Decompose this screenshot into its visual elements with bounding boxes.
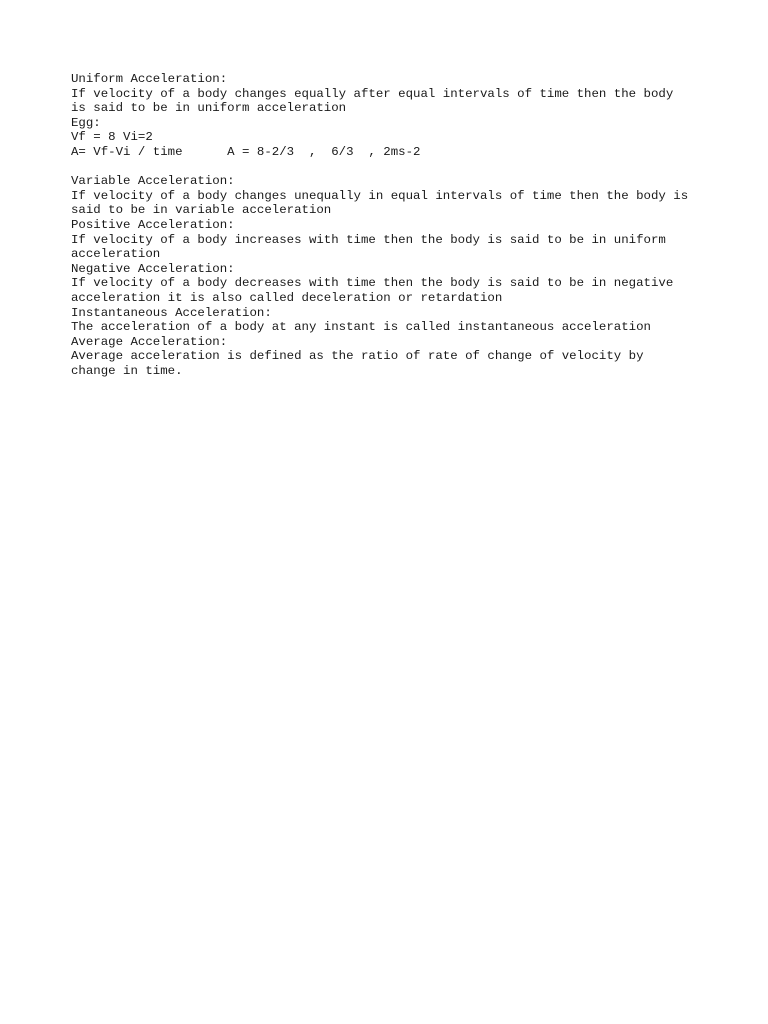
text-line: is said to be in uniform acceleration xyxy=(71,101,347,116)
heading-uniform-acceleration: Uniform Acceleration: xyxy=(71,72,228,86)
text-line: If velocity of a body decreases with time then the body is said to be in negative xyxy=(71,276,674,291)
text-line: said to be in variable acceleration xyxy=(71,203,332,218)
heading-variable-acceleration: Variable Acceleration: xyxy=(71,174,235,189)
text-line: acceleration xyxy=(71,247,161,262)
heading-negative-acceleration: Negative Acceleration: xyxy=(71,261,235,276)
text-line: The acceleration of a body at any instant is called instantaneous acceleration xyxy=(71,320,651,335)
text-line: Average acceleration is defined as the ratio of rate of change of velocity by xyxy=(71,349,644,364)
document-text xyxy=(71,72,721,378)
blank-line xyxy=(71,160,721,175)
text-line: If velocity of a body changes unequally in equal intervals of time then the body is xyxy=(71,188,689,203)
heading-average-acceleration: Average Acceleration: xyxy=(71,334,228,349)
example-values: Vf = 8 Vi=2 xyxy=(71,130,153,145)
text-line: change in time. xyxy=(71,363,183,378)
example-label: Egg: xyxy=(71,115,101,130)
text-line: acceleration it is also called deceleration or retardation xyxy=(71,290,503,305)
heading-instantaneous-acceleration: Instantaneous Acceleration: xyxy=(71,305,272,320)
text-line: If velocity of a body increases with time then the body is said to be in uniform xyxy=(71,232,666,247)
heading-positive-acceleration: Positive Acceleration: xyxy=(71,217,235,232)
example-formula: A= Vf-Vi / time A = 8-2/3 , 6/3 , 2ms-2 xyxy=(71,144,421,159)
text-line: If velocity of a body changes equally after equal intervals of time then the body xyxy=(71,86,674,101)
